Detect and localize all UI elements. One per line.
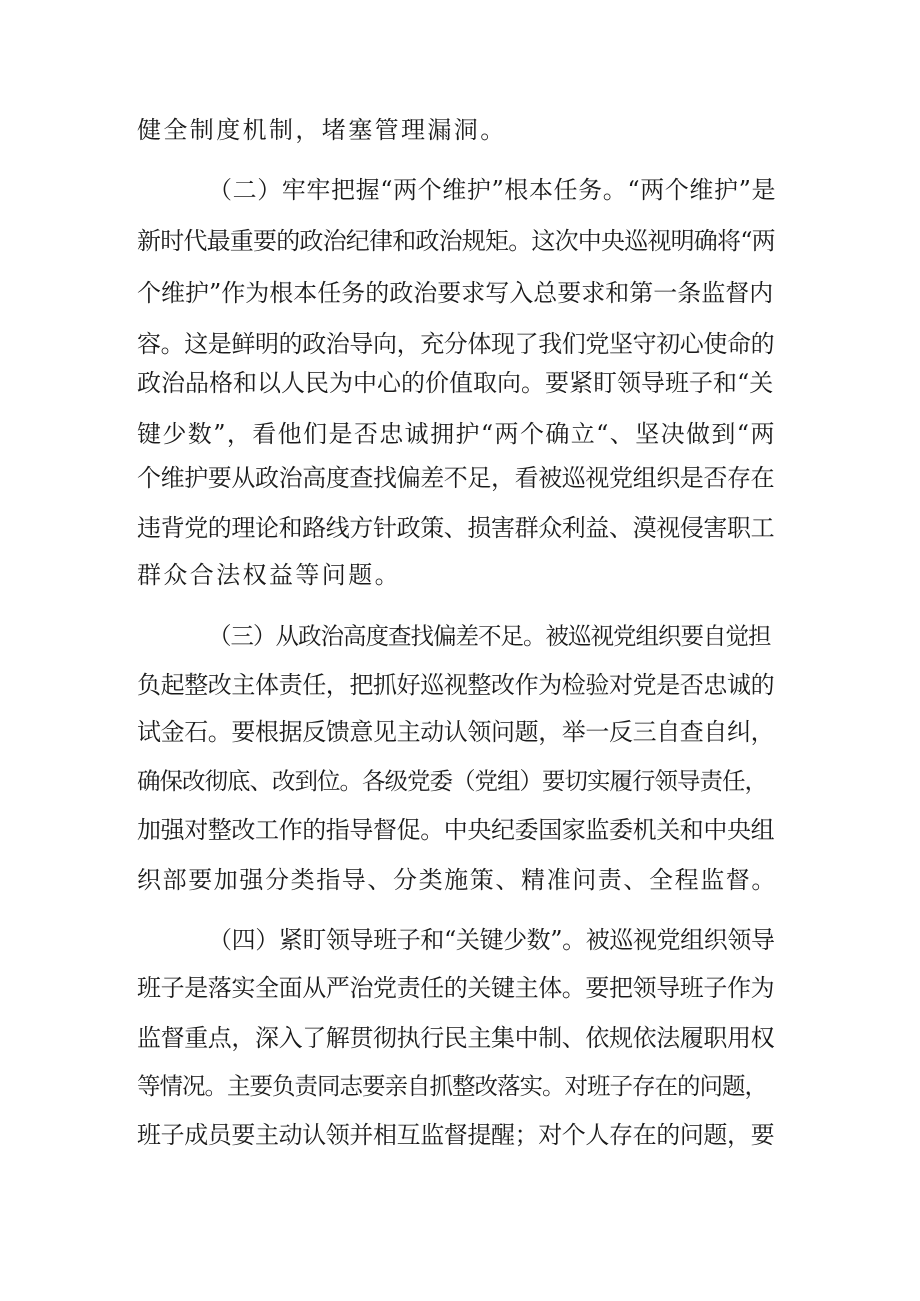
text-line: 班子成员要主动认领并相互监督提醒；对个人存在的问题，要 [137, 1121, 775, 1149]
text-line: 负起整改主体责任，把抓好巡视整改作为检验对党是否忠诚的 [137, 671, 775, 699]
text-line: 容。这是鲜明的政治导向，充分体现了我们党坚守初心使命的 [137, 330, 775, 358]
text-line: 监督重点，深入了解贯彻执行民主集中制、依规依法履职用权 [137, 1024, 775, 1052]
text-line: 群众合法权益等问题。 [137, 561, 401, 589]
text-line: 织部要加强分类指导、分类施策、精准问责、全程监督。 [137, 866, 777, 894]
text-line: 健全制度机制，堵塞管理漏洞。 [137, 116, 507, 144]
text-line: 个维护要从政治高度查找偏差不足，看被巡视党组织是否存在 [137, 464, 775, 492]
text-line: 试金石。要根据反馈意见主动认领问题，举一反三自查自纠， [137, 718, 775, 746]
text-line: 新时代最重要的政治纪律和政治规矩。这次中央巡视明确将“两 [137, 227, 775, 255]
text-line: 违背党的理论和路线方针政策、损害群众利益、漠视侵害职工 [137, 514, 775, 542]
text-line: 加强对整改工作的指导督促。中央纪委国家监委机关和中央组 [137, 816, 775, 844]
text-line: 键少数”，看他们是否忠诚拥护“两个确立“、坚决做到“两 [137, 420, 776, 448]
text-line: 确保改彻底、改到位。各级党委（党组）要切实履行领导责任， [137, 767, 767, 795]
text-line: 班子是落实全面从严治党责任的关键主体。要把领导班子作为 [137, 974, 775, 1002]
text-line: 个维护”作为根本任务的政治要求写入总要求和第一条监督内 [137, 279, 774, 307]
section-heading-line: （三）从政治高度查找偏差不足。被巡视党组织要自觉担 [208, 622, 771, 650]
section-heading-line: （四）紧盯领导班子和“关键少数”。被巡视党组织领导 [208, 926, 775, 954]
section-heading-line: （二）牢牢把握“两个维护”根本任务。“两个维护”是 [208, 176, 777, 204]
text-line: 政治品格和以人民为中心的价值取向。要紧盯领导班子和“关 [137, 369, 774, 397]
text-line: 等情况。主要负责同志要亲自抓整改落实。对班子存在的问题， [137, 1072, 767, 1100]
